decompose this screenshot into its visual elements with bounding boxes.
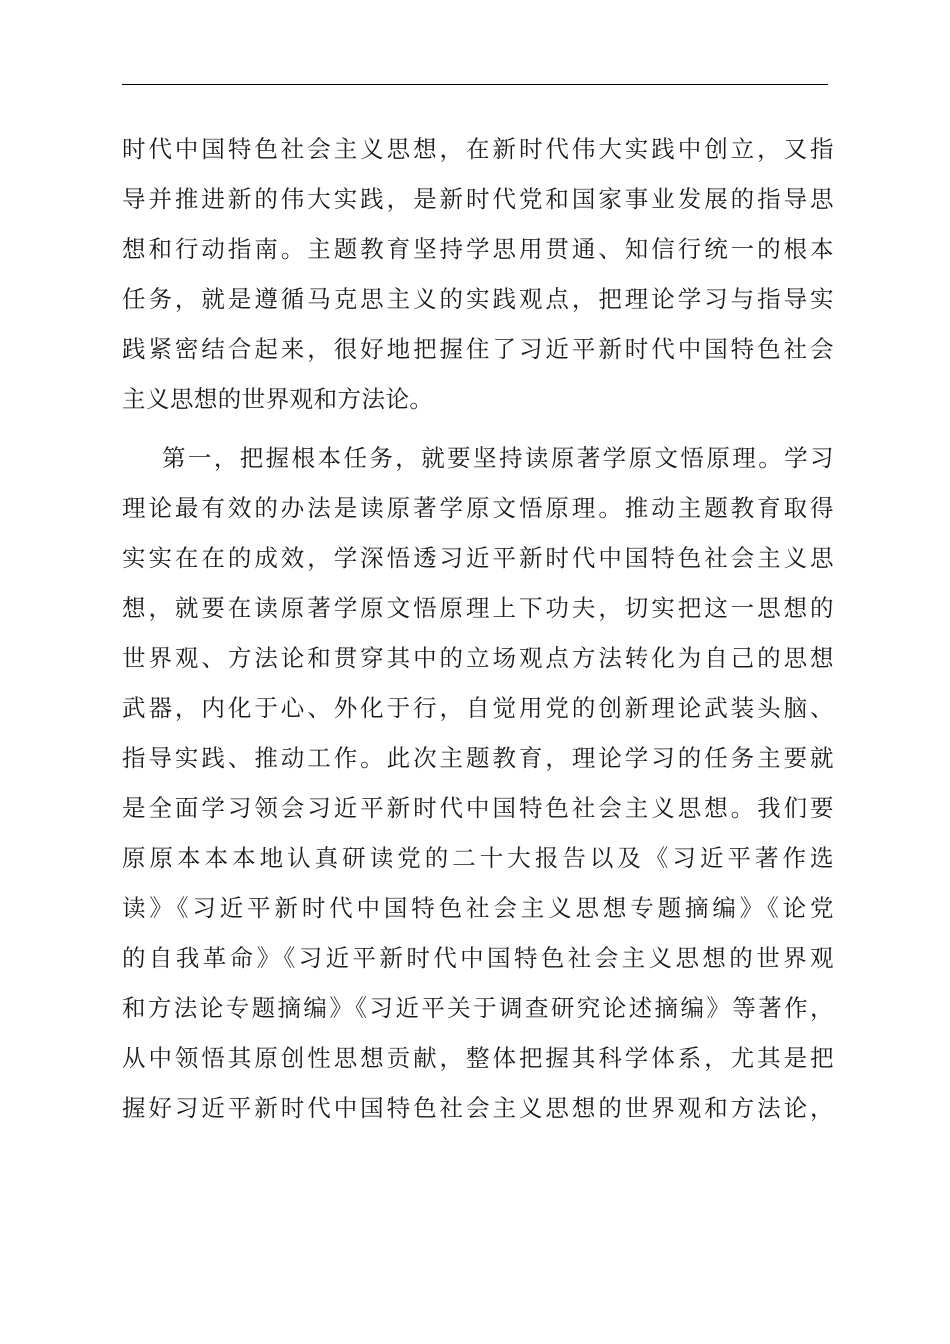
text-line: 导并推进新的伟大实践，是新时代党和国家事业发展的指导思: [122, 185, 834, 213]
text-line: 想，就要在读原著学原文悟原理上下功夫，切实把这一思想的: [122, 594, 834, 622]
text-line: 第一，把握根本任务，就要坚持读原著学原文悟原理。学习: [162, 444, 834, 472]
text-line: 指导实践、推动工作。此次主题教育，理论学习的任务主要就: [122, 744, 834, 772]
text-line: 武器，内化于心、外化于行，自觉用党的创新理论武装头脑、: [122, 694, 834, 722]
header-rule: [122, 84, 828, 85]
text-line: 从中领悟其原创性思想贡献，整体把握其科学体系，尤其是把: [122, 1044, 834, 1072]
text-line: 原原本本本地认真研读党的二十大报告以及《习近平著作选: [122, 844, 834, 872]
text-line: 实实在在的成效，学深悟透习近平新时代中国特色社会主义思: [122, 544, 834, 572]
text-line: 握好习近平新时代中国特色社会主义思想的世界观和方法论，: [122, 1094, 834, 1122]
text-line: 和方法论专题摘编》《习近平关于调查研究论述摘编》等著作，: [122, 994, 834, 1022]
text-line: 的自我革命》《习近平新时代中国特色社会主义思想的世界观: [122, 944, 834, 972]
text-line: 践紧密结合起来，很好地把握住了习近平新时代中国特色社会: [122, 335, 834, 363]
text-line: 是全面学习领会习近平新时代中国特色社会主义思想。我们要: [122, 794, 834, 822]
text-line: 世界观、方法论和贯穿其中的立场观点方法转化为自己的思想: [122, 644, 834, 672]
text-line: 主义思想的世界观和方法论。: [122, 385, 434, 413]
text-line: 任务，就是遵循马克思主义的实践观点，把理论学习与指导实: [122, 285, 834, 313]
paragraph-continuation: [122, 124, 834, 424]
text-line: 理论最有效的办法是读原著学原文悟原理。推动主题教育取得: [122, 494, 834, 522]
text-line: 想和行动指南。主题教育坚持学思用贯通、知信行统一的根本: [122, 235, 834, 263]
text-line: 读》《习近平新时代中国特色社会主义思想专题摘编》《论党: [122, 894, 834, 922]
text-line: 时代中国特色社会主义思想，在新时代伟大实践中创立，又指: [122, 135, 834, 163]
paragraph-point-one: [122, 433, 834, 1133]
